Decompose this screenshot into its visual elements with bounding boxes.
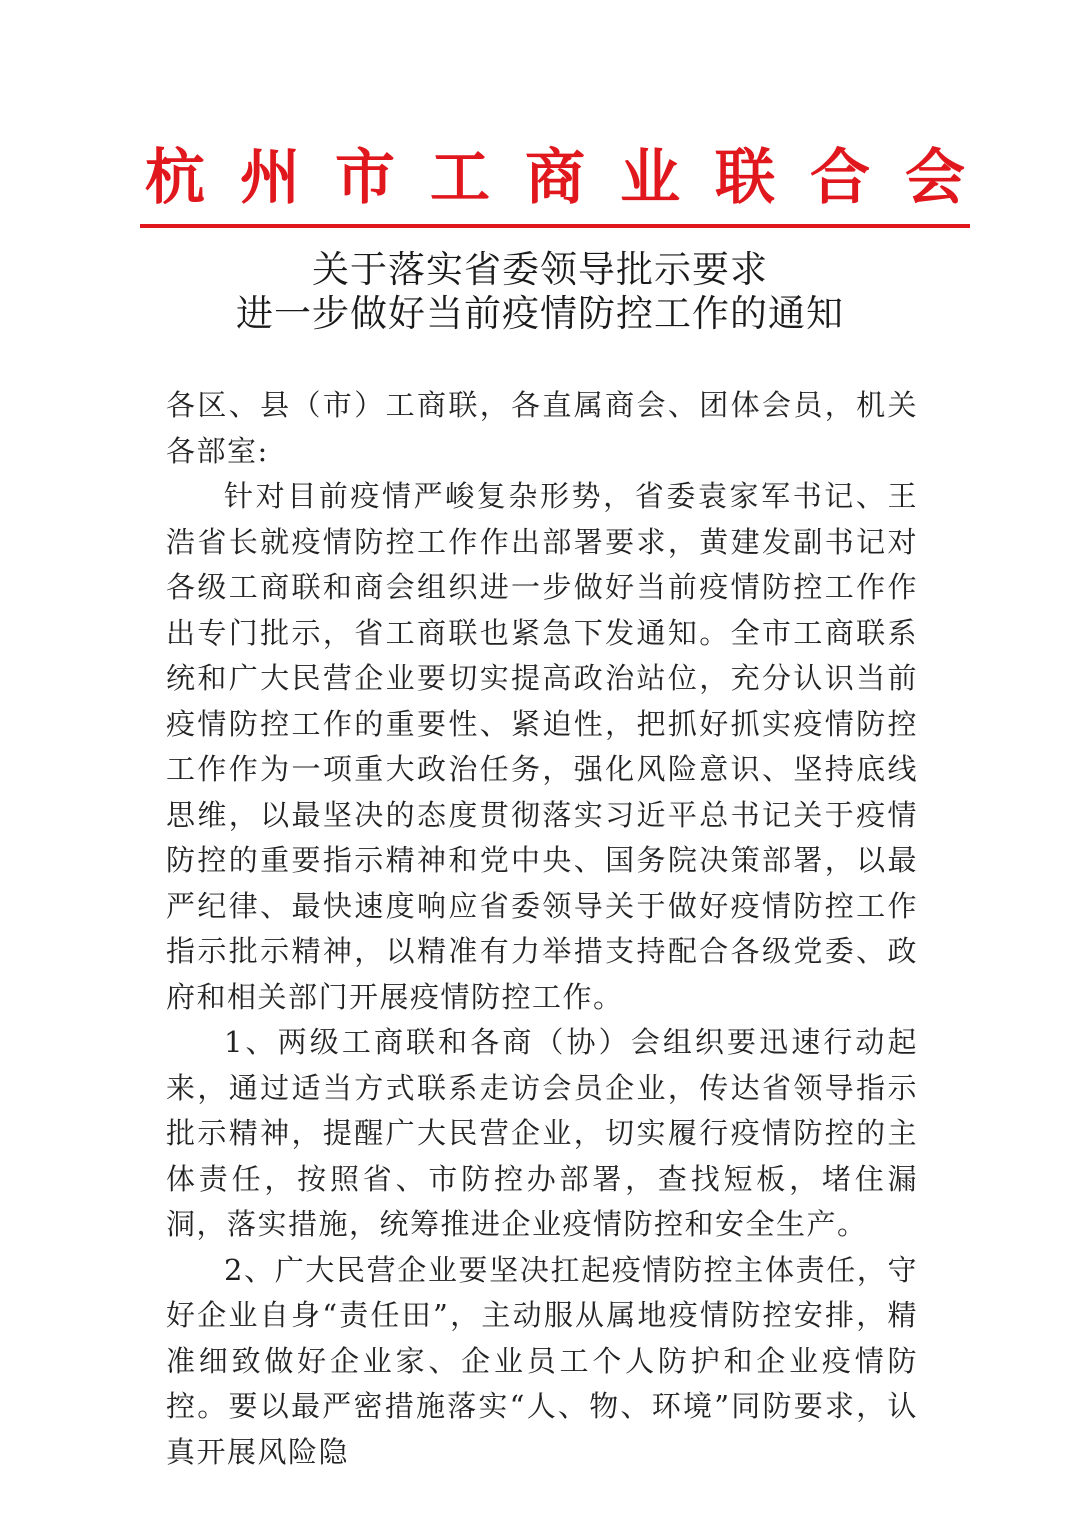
masthead-char: 工 [430, 143, 490, 213]
masthead-char: 联 [715, 143, 775, 213]
red-divider-line [140, 224, 970, 228]
masthead-char: 会 [905, 143, 965, 213]
body-paragraph: 针对目前疫情严峻复杂形势，省委袁家军书记、王浩省长就疫情防控工作作出部署要求，黄建发副书记对各级工商联和商会组织进一步做好当前疫情防控工作作出专门批示，省工商联也紧急下发通知。全市工商联系统和广大民营企业要切实提高政治站位，充分认识当前疫情防控工作的重要性、紧迫性，把抓好抓实疫情防控工作作为一项重大政治任务，强化风险意识、坚持底线思维，以最坚决的态度贯彻落实习近平总书记关于疫情防控的重要指示精神和党中央、国务院决策部署，以最严纪律、最快速度响应省委领导关于做好疫情防控工作指示批示精神，以精准有力举措支持配合各级党委、政府和相关部门开展疫情防控工作。 [166, 479, 918, 1014]
masthead-char: 合 [810, 143, 870, 213]
salutation: 各区、县（市）工商联，各直属商会、团体会员，机关各部室: [166, 388, 918, 468]
document-title-line1: 关于落实省委领导批示要求 [312, 248, 768, 291]
body-paragraph: 2、广大民营企业要坚决扛起疫情防控主体责任，守好企业自身“责任田”，主动服从属地疫情防控安排，精准细致做好企业家、企业员工个人防护和企业疫情防控。要以最严密措施落实“人、物、环境”同防要求，认真开展风险隐 [166, 1252, 918, 1469]
document-body [166, 383, 918, 1475]
masthead-char: 市 [335, 143, 395, 213]
masthead-char: 州 [240, 143, 300, 213]
masthead-char: 杭 [145, 143, 205, 213]
masthead-char: 业 [620, 143, 680, 213]
document-title-line2: 进一步做好当前疫情防控工作的通知 [236, 292, 844, 335]
masthead-char: 商 [525, 143, 585, 213]
masthead [140, 138, 970, 218]
body-paragraph: 1、两级工商联和各商（协）会组织要迅速行动起来，通过适当方式联系走访会员企业，传达省领导指示批示精神，提醒广大民营企业，切实履行疫情防控的主体责任，按照省、市防控办部署，查找短板，堵住漏洞，落实措施，统筹推进企业疫情防控和安全生产。 [166, 1025, 918, 1241]
